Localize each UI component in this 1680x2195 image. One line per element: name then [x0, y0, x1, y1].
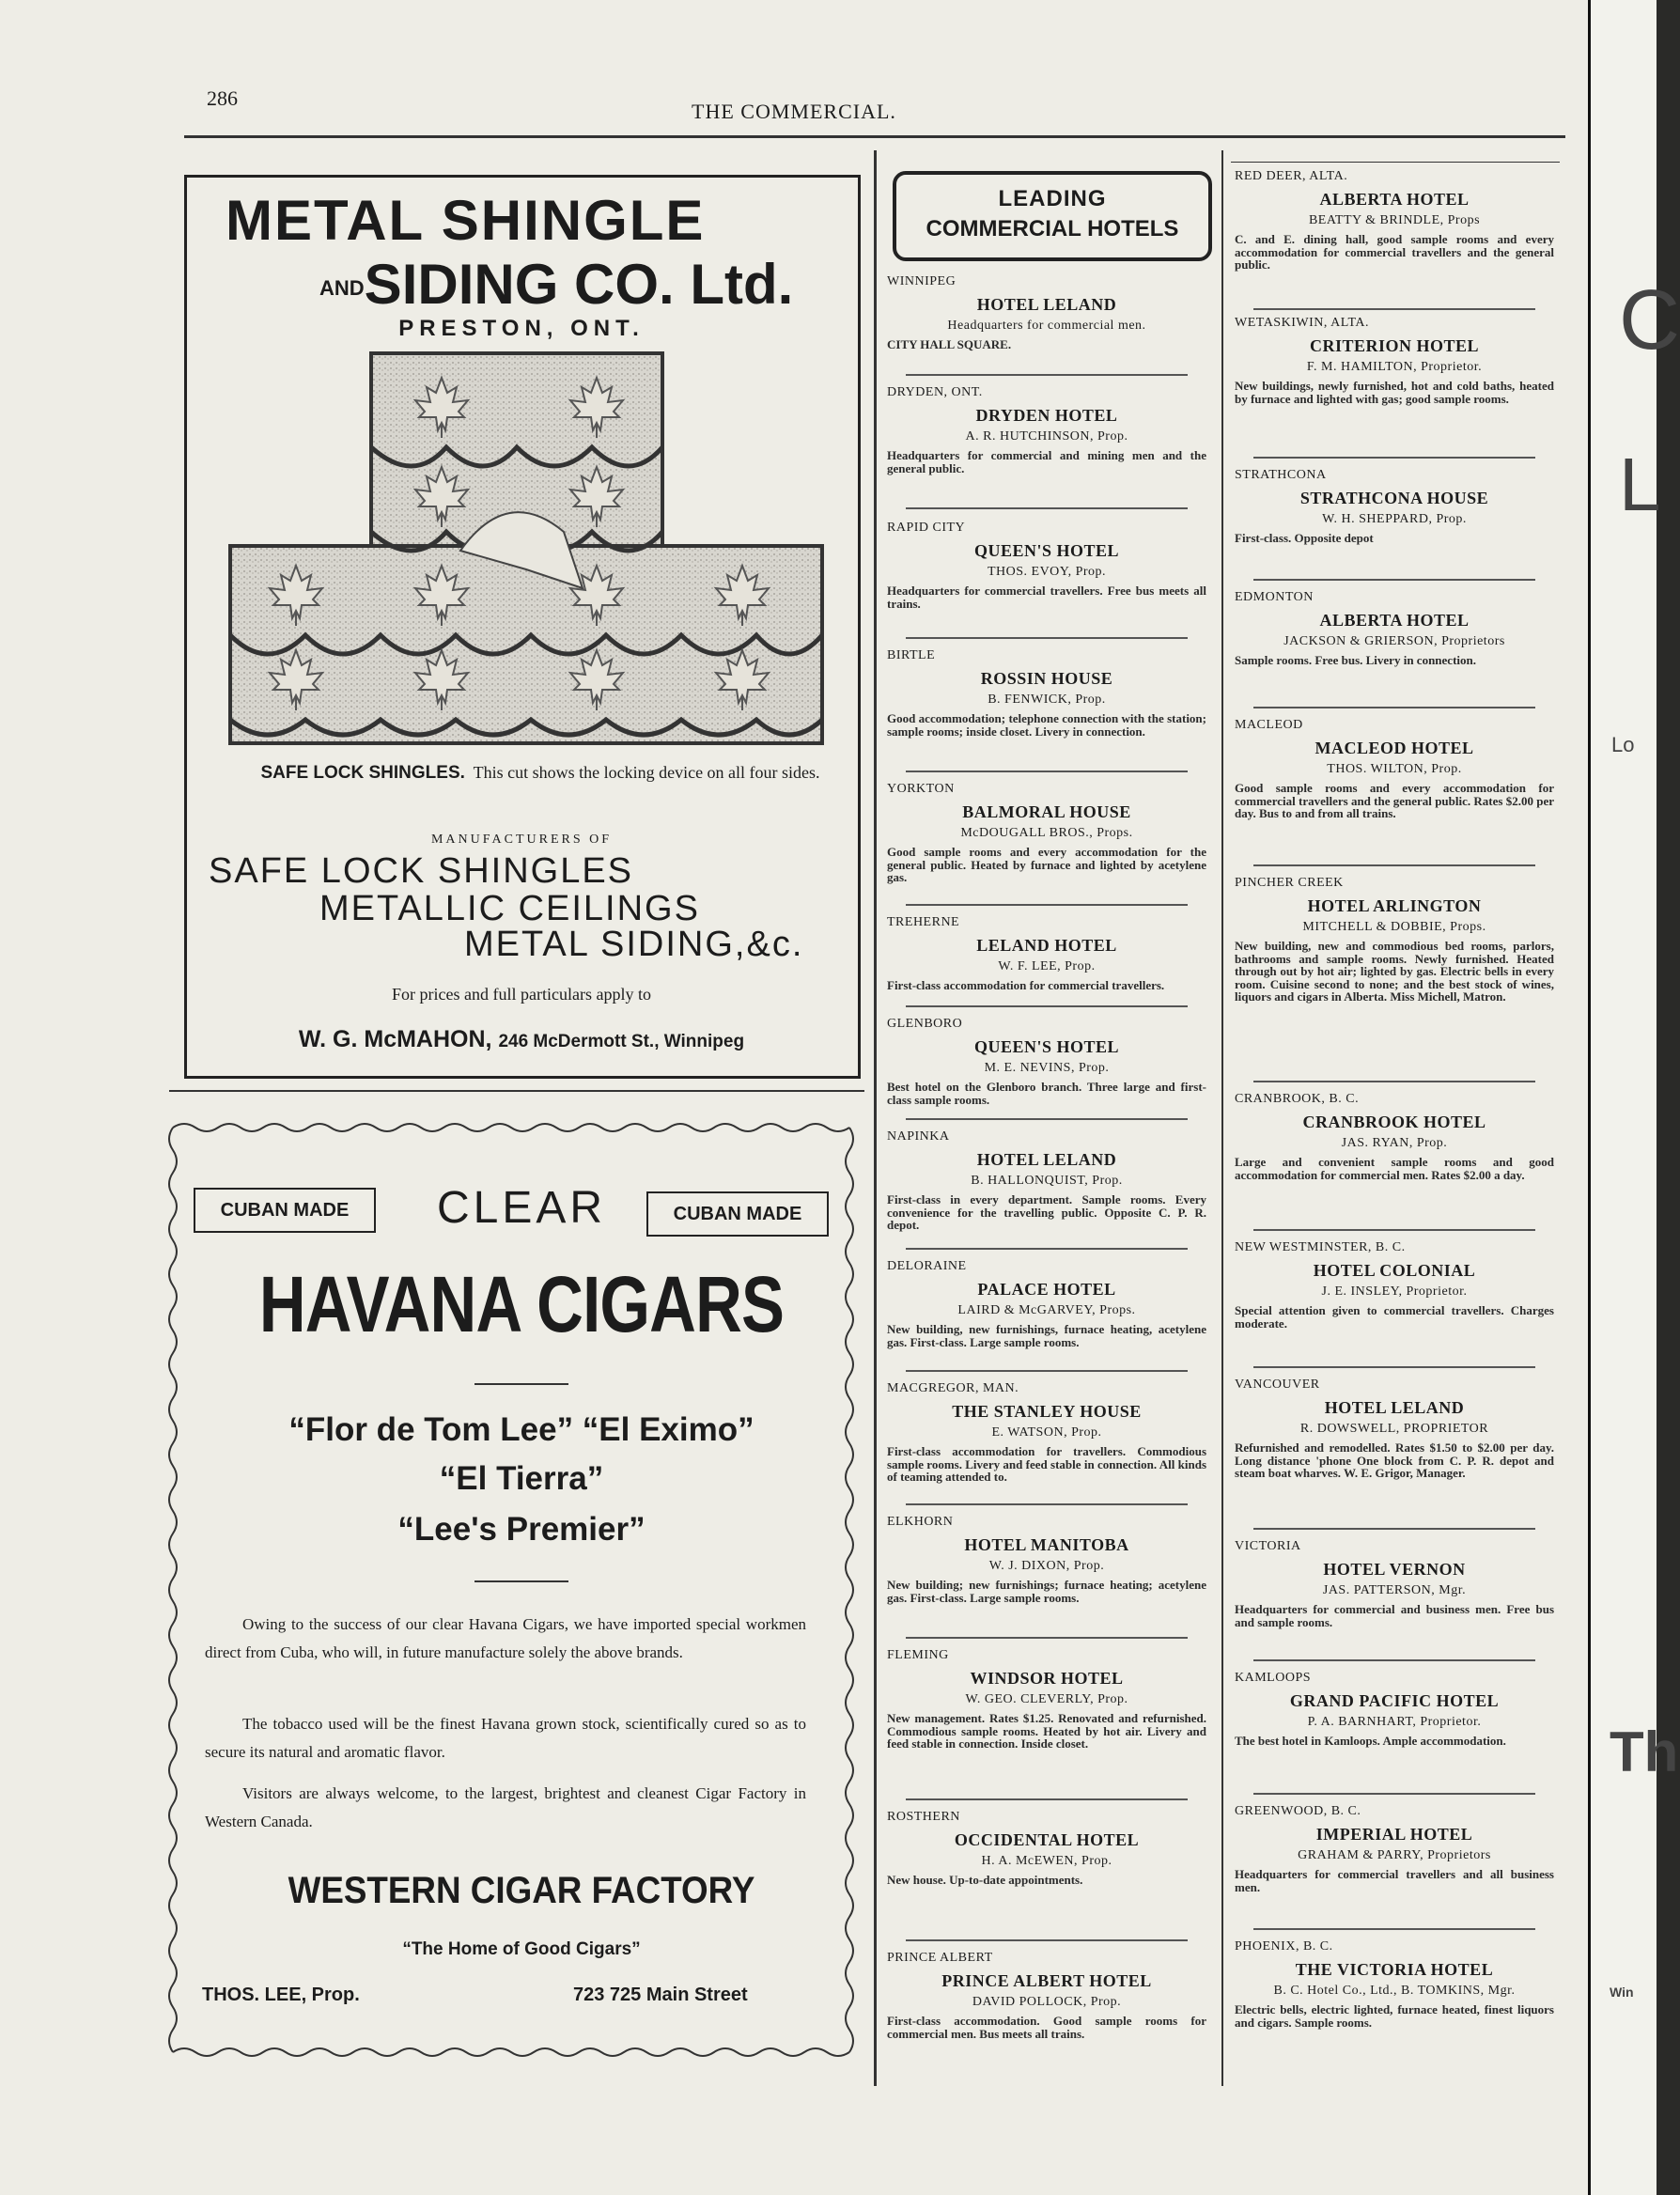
hotel-proprietor: H. A. McEWEN, Prop. — [981, 1854, 1112, 1868]
hotel-description: New management. Rates $1.25. Renovated and refurnished. Commodious sample rooms. Heated by hot air. Livery and feed stable in connection. Inside closet. — [887, 1711, 1206, 1751]
edge-letter-3: Lo — [1611, 733, 1635, 756]
hotel-description: Large and convenient sample rooms and good accommodation for commercial men. Rates $2.00 a day. — [1235, 1155, 1554, 1182]
hotel-entry — [1235, 468, 1554, 545]
hotel-name: PALACE HOTEL — [977, 1280, 1116, 1299]
hotel-separator — [1253, 457, 1535, 459]
hotel-entry — [1235, 169, 1554, 272]
hotel-proprietor: F. M. HAMILTON, Proprietor. — [1306, 360, 1483, 374]
product-3: METAL SIDING,&c. — [464, 925, 804, 964]
hotel-entry — [1235, 1378, 1554, 1480]
hotel-proprietor: THOS. WILTON, Prop. — [1327, 762, 1462, 776]
caption-text: This cut shows the locking device on all four sides. — [473, 763, 820, 782]
brands-line-2: “El Tierra” — [439, 1460, 604, 1497]
hotel-separator — [1253, 308, 1535, 310]
hotel-proprietor: W. H. SHEPPARD, Prop. — [1322, 512, 1467, 526]
hotel-description: Good accommodation; telephone connection with the station; sample rooms; inside closet. Livery in connection. — [887, 711, 1206, 739]
leading-hotels-header — [893, 171, 1212, 261]
header-rule — [184, 135, 1565, 138]
column-rule-2 — [1221, 150, 1223, 2086]
prices-line: For prices and full particulars apply to — [392, 985, 651, 1004]
ad-title-line2 — [188, 252, 855, 317]
hotel-town: PINCHER CREEK — [1235, 876, 1344, 890]
short-rule — [474, 1383, 568, 1385]
hotel-entry — [1235, 316, 1554, 405]
hotel-entry — [887, 1017, 1206, 1106]
hotel-town: VANCOUVER — [1235, 1378, 1320, 1392]
hotel-description: Headquarters for commercial and mining men and the general public. — [887, 448, 1206, 475]
hotel-name: IMPERIAL HOTEL — [1315, 1825, 1473, 1844]
hotel-name: MACLEOD HOTEL — [1314, 739, 1474, 757]
short-rule-2 — [474, 1580, 568, 1582]
agent-line — [188, 1026, 855, 1053]
hotel-entry — [887, 521, 1206, 610]
hotel-proprietor: M. E. NEVINS, Prop. — [984, 1061, 1110, 1075]
ad-title-company: SIDING CO. Ltd. — [364, 253, 794, 316]
hotel-town: FLEMING — [887, 1648, 949, 1662]
hotel-separator — [1253, 1081, 1535, 1082]
hotel-separator — [906, 1503, 1188, 1505]
hotel-separator — [906, 507, 1188, 509]
hotel-name: WINDSOR HOTEL — [970, 1669, 1124, 1688]
hotel-description: Refurnished and remodelled. Rates $1.50 to $2.00 per day. Long distance 'phone One block from C. P. R. depot and steam boat wharves. W. E. Grigor, Manager. — [1235, 1440, 1554, 1480]
hotel-entry — [887, 782, 1206, 884]
cuban-made-left: CUBAN MADE — [194, 1188, 376, 1233]
hotel-town: GREENWOOD, B. C. — [1235, 1804, 1361, 1818]
hotel-entry — [887, 1951, 1206, 2040]
hotel-proprietor: McDOUGALL BROS., Props. — [960, 826, 1133, 840]
running-title: THE COMMERCIAL. — [692, 100, 896, 123]
hotel-description: Best hotel on the Glenboro branch. Three large and first-class sample rooms. — [887, 1080, 1206, 1107]
hotel-separator — [906, 1637, 1188, 1639]
hotel-town: ROSTHERN — [887, 1810, 960, 1824]
hotel-name: QUEEN'S HOTEL — [973, 541, 1120, 560]
brands-line-3: “Lee's Premier” — [397, 1511, 646, 1548]
hotel-description: New building; new furnishings; furnace heating; acetylene gas. First-class. Large sample rooms. — [887, 1578, 1206, 1605]
hotel-separator — [1253, 1229, 1535, 1231]
edge-letter-2: L — [1619, 443, 1661, 526]
hotel-entry — [887, 274, 1206, 351]
hotel-name: QUEEN'S HOTEL — [973, 1037, 1120, 1056]
ad-separator — [169, 1090, 864, 1092]
hotel-town: GLENBORO — [887, 1017, 963, 1031]
hotel-name: OCCIDENTAL HOTEL — [954, 1830, 1140, 1849]
hotel-name: PRINCE ALBERT HOTEL — [941, 1971, 1152, 1990]
edge-letter-5: Win — [1610, 1985, 1634, 2000]
header-line1: LEADING — [998, 186, 1107, 211]
hotel-proprietor: W. GEO. CLEVERLY, Prop. — [965, 1692, 1128, 1706]
hotel-proprietor: R. DOWSWELL, PROPRIETOR — [1299, 1422, 1489, 1436]
ad-location: PRESTON, ONT. — [398, 316, 645, 341]
hotel-name: CRITERION HOTEL — [1309, 336, 1480, 355]
hotel-town: DRYDEN, ONT. — [887, 385, 983, 399]
factory-address: 723 725 Main Street — [573, 1985, 748, 2005]
hotel-name: HOTEL COLONIAL — [1313, 1261, 1476, 1280]
hotel-separator — [1253, 864, 1535, 866]
illustration-caption — [235, 763, 846, 783]
hotel-separator — [1253, 1366, 1535, 1368]
hotel-town: VICTORIA — [1235, 1539, 1301, 1553]
hotel-description: First-class accommodation. Good sample rooms for commercial men. Bus meets all trains. — [887, 2014, 1206, 2041]
hotel-proprietor: J. E. INSLEY, Proprietor. — [1321, 1284, 1468, 1299]
hotel-separator — [906, 1005, 1188, 1007]
header-line2: COMMERCIAL HOTELS — [926, 216, 1179, 241]
hotel-proprietor: B. HALLONQUIST, Prop. — [971, 1174, 1123, 1188]
hotel-separator — [1253, 1928, 1535, 1930]
hotel-name: LELAND HOTEL — [976, 936, 1117, 955]
cigar-paragraph-2: The tobacco used will be the finest Havana grown stock, scientifically cured so as to secure its natural and aromatic flavor. — [205, 1715, 806, 1761]
hotel-town: ELKHORN — [887, 1515, 954, 1529]
hotel-town: MACGREGOR, MAN. — [887, 1381, 1019, 1395]
factory-slogan: “The Home of Good Cigars” — [402, 1939, 641, 1959]
hotel-name: HOTEL ARLINGTON — [1307, 896, 1482, 915]
hotel-description: New buildings, newly furnished, hot and cold baths, heated by furnace and lighted with gas; good sample rooms. — [1235, 379, 1554, 406]
hotel-proprietor: JAS. PATTERSON, Mgr. — [1322, 1583, 1467, 1597]
hotel-entry — [887, 1259, 1206, 1348]
hotel-description: Good sample rooms and every accommodation for the general public. Heated by furnace and lighted by acetylene gas. — [887, 845, 1206, 884]
hotel-name: GRAND PACIFIC HOTEL — [1289, 1691, 1500, 1710]
hotel-name: HOTEL LELAND — [976, 295, 1117, 314]
hotel-proprietor: E. WATSON, Prop. — [991, 1425, 1102, 1440]
hotel-entry — [1235, 718, 1554, 820]
hotel-description: C. and E. dining hall, good sample rooms and every accommodation for commercial travellers and the general public. — [1235, 232, 1554, 272]
shingle-illustration — [226, 344, 827, 750]
hotel-description: Headquarters for commercial travellers. Free bus meets all trains. — [887, 584, 1206, 611]
hotel-name: STRATHCONA HOUSE — [1299, 489, 1489, 507]
hotel-town: WINNIPEG — [887, 274, 957, 288]
cuban-made-right: CUBAN MADE — [646, 1191, 829, 1237]
hotel-entry — [1235, 876, 1554, 1004]
hotel-town: MACLEOD — [1235, 718, 1303, 732]
column-rule-1 — [874, 150, 877, 2086]
hotel-town: NEW WESTMINSTER, B. C. — [1235, 1240, 1406, 1254]
hotel-name: ALBERTA HOTEL — [1319, 190, 1470, 209]
hotel-description: Special attention given to commercial travellers. Charges moderate. — [1235, 1303, 1554, 1331]
hotel-description: The best hotel in Kamloops. Ample accommodation. — [1235, 1734, 1506, 1748]
hotel-town: YORKTON — [887, 782, 955, 796]
hotel-separator — [906, 904, 1188, 906]
hotel-town: STRATHCONA — [1235, 468, 1327, 482]
hotel-description: New house. Up-to-date appointments. — [887, 1873, 1083, 1887]
hotel-description: CITY HALL SQUARE. — [887, 337, 1012, 351]
hotel-separator — [1253, 579, 1535, 581]
hotel-name: HOTEL LELAND — [976, 1150, 1117, 1169]
hotel-entry — [887, 915, 1206, 992]
hotel-separator — [906, 1118, 1188, 1120]
agent-name: W. G. McMAHON, — [298, 1026, 492, 1052]
hotel-separator — [906, 374, 1188, 376]
hotel-name: CRANBROOK HOTEL — [1302, 1113, 1486, 1131]
hotel-name: HOTEL VERNON — [1323, 1560, 1466, 1579]
hotel-description: First-class accommodation for commercial travellers. — [887, 978, 1165, 992]
hotel-proprietor: W. F. LEE, Prop. — [998, 959, 1096, 973]
brands-line-1: “Flor de Tom Lee” “El Eximo” — [288, 1411, 754, 1448]
factory-name: WESTERN CIGAR FACTORY — [288, 1870, 755, 1911]
hotel-entry — [887, 1515, 1206, 1604]
hotel-name: HOTEL LELAND — [1324, 1398, 1465, 1417]
hotel-separator — [1253, 1659, 1535, 1661]
hotel-town: BIRTLE — [887, 648, 936, 662]
hotel-description: First-class accommodation for travellers. Commodious sample rooms. Livery and feed stable in connection. All kinds of teaming attended to. — [887, 1444, 1206, 1484]
ad-title-line1: METAL SHINGLE — [226, 189, 706, 252]
header-rule-short — [1231, 162, 1560, 163]
hotel-town: NAPINKA — [887, 1129, 950, 1144]
hotel-separator — [1253, 1528, 1535, 1530]
hotel-entry — [887, 1648, 1206, 1751]
hotel-entry — [1235, 1092, 1554, 1181]
hotel-separator — [906, 637, 1188, 639]
hotel-town: EDMONTON — [1235, 590, 1314, 604]
cigar-paragraph-1: Owing to the success of our clear Havana Cigars, we have imported special workmen direct from Cuba, who will, in future manufacture solely the above brands. — [205, 1615, 806, 1661]
hotel-town: RED DEER, ALTA. — [1235, 169, 1348, 183]
page-number: 286 — [207, 86, 238, 110]
hotel-entry — [1235, 1240, 1554, 1330]
adjacent-page-edge — [1588, 0, 1680, 2195]
hotel-town: PHOENIX, B. C. — [1235, 1939, 1333, 1954]
hotel-proprietor: MITCHELL & DOBBIE, Props. — [1302, 920, 1486, 934]
hotel-description: New building, new and commodious bed rooms, parlors, bathrooms and sample rooms. Newly furnished. Heated through out by hot air; lighted by gas. Electric bells in every room. Cuisine second to none; and the best stock of wines, liquors and cigars in Alberta. Miss Michell, Matron. — [1235, 939, 1554, 1004]
hotel-proprietor: P. A. BARNHART, Proprietor. — [1307, 1715, 1482, 1729]
hotel-description: Sample rooms. Free bus. Livery in connection. — [1235, 653, 1476, 667]
product-1: SAFE LOCK SHINGLES — [209, 851, 634, 891]
hotel-name: HOTEL MANITOBA — [964, 1535, 1129, 1554]
hotel-proprietor: BEATTY & BRINDLE, Props — [1308, 213, 1481, 227]
hotel-description: Good sample rooms and every accommodation for commercial travellers and the general public. Rates $2.00 per day. Bus to and from all trains. — [1235, 781, 1554, 820]
hotel-proprietor: DAVID POLLOCK, Prop. — [972, 1995, 1122, 2009]
hotel-entry — [887, 1381, 1206, 1484]
hotel-town: RAPID CITY — [887, 521, 966, 535]
hotel-description: First-class in every department. Sample rooms. Every convenience for the travelling public. Opposite C. P. R. depot. — [887, 1192, 1206, 1232]
hotel-entry — [887, 648, 1206, 738]
cigar-paragraph-3: Visitors are always welcome, to the largest, brightest and cleanest Cigar Factory in Western Canada. — [205, 1784, 806, 1830]
hotel-proprietor: A. R. HUTCHINSON, Prop. — [965, 429, 1128, 444]
hotel-entry — [1235, 590, 1554, 667]
hotel-description: First-class. Opposite depot — [1235, 531, 1374, 545]
agent-address: 246 McDermott St., Winnipeg — [498, 1032, 745, 1051]
hotel-description: New building, new furnishings, furnace heating, acetylene gas. First-class. Large sample rooms. — [887, 1322, 1206, 1349]
edge-letter-1: C — [1619, 273, 1680, 367]
hotel-separator — [1253, 1793, 1535, 1795]
hotel-proprietor: B. FENWICK, Prop. — [988, 693, 1106, 707]
ad-title-and: AND — [319, 276, 365, 301]
hotel-town: KAMLOOPS — [1235, 1671, 1312, 1685]
hotel-entry — [887, 385, 1206, 475]
hotel-separator — [906, 1939, 1188, 1941]
hotel-separator — [906, 1798, 1188, 1800]
hotel-proprietor: GRAHAM & PARRY, Proprietors — [1298, 1848, 1491, 1862]
cigar-headline: HAVANA CIGARS — [258, 1260, 785, 1348]
hotel-separator — [906, 771, 1188, 772]
hotel-separator — [906, 1370, 1188, 1372]
hotel-name: THE VICTORIA HOTEL — [1295, 1960, 1494, 1979]
hotel-proprietor: Headquarters for commercial men. — [947, 319, 1146, 333]
factory-proprietor: THOS. LEE, Prop. — [202, 1985, 360, 2005]
hotel-entry — [1235, 1939, 1554, 2029]
manufacturers-of: MANUFACTURERS OF — [430, 833, 613, 847]
hotel-town: DELORAINE — [887, 1259, 967, 1273]
hotel-name: ROSSIN HOUSE — [980, 669, 1113, 688]
hotel-proprietor: JACKSON & GRIERSON, Proprietors — [1283, 634, 1505, 648]
hotel-proprietor: THOS. EVOY, Prop. — [987, 565, 1107, 579]
hotel-town: PRINCE ALBERT — [887, 1951, 993, 1965]
hotel-proprietor: W. J. DIXON, Prop. — [988, 1559, 1105, 1573]
hotel-description: Headquarters for commercial and business men. Free bus and sample rooms. — [1235, 1602, 1554, 1629]
hotel-town: WETASKIWIN, ALTA. — [1235, 316, 1369, 330]
hotel-description: Electric bells, electric lighted, furnace heated, finest liquors and cigars. Sample rooms. — [1235, 2002, 1554, 2030]
hotel-description: Headquarters for commercial travellers and all business men. — [1235, 1867, 1554, 1894]
hotel-town: CRANBROOK, B. C. — [1235, 1092, 1360, 1106]
hotel-entry — [1235, 1804, 1554, 1893]
hotel-entry — [1235, 1671, 1554, 1748]
hotel-name: BALMORAL HOUSE — [962, 802, 1131, 821]
hotel-name: DRYDEN HOTEL — [975, 406, 1118, 425]
hotel-proprietor: JAS. RYAN, Prop. — [1341, 1136, 1448, 1150]
caption-bold: SAFE LOCK SHINGLES. — [260, 763, 465, 783]
hotel-name: ALBERTA HOTEL — [1319, 611, 1470, 630]
hotel-name: THE STANLEY HOUSE — [952, 1402, 1142, 1421]
hotel-separator — [1253, 707, 1535, 708]
hotel-proprietor: LAIRD & McGARVEY, Props. — [957, 1303, 1136, 1317]
clear-label: CLEAR — [436, 1183, 607, 1233]
product-2: METALLIC CEILINGS — [319, 889, 700, 928]
hotel-entry — [887, 1129, 1206, 1232]
hotel-proprietor: B. C. Hotel Co., Ltd., B. TOMKINS, Mgr. — [1273, 1984, 1516, 1998]
hotel-separator — [906, 1248, 1188, 1250]
hotel-entry — [887, 1810, 1206, 1887]
hotel-town: TREHERNE — [887, 915, 960, 929]
hotel-entry — [1235, 1539, 1554, 1628]
edge-letter-4: Th — [1610, 1720, 1679, 1783]
